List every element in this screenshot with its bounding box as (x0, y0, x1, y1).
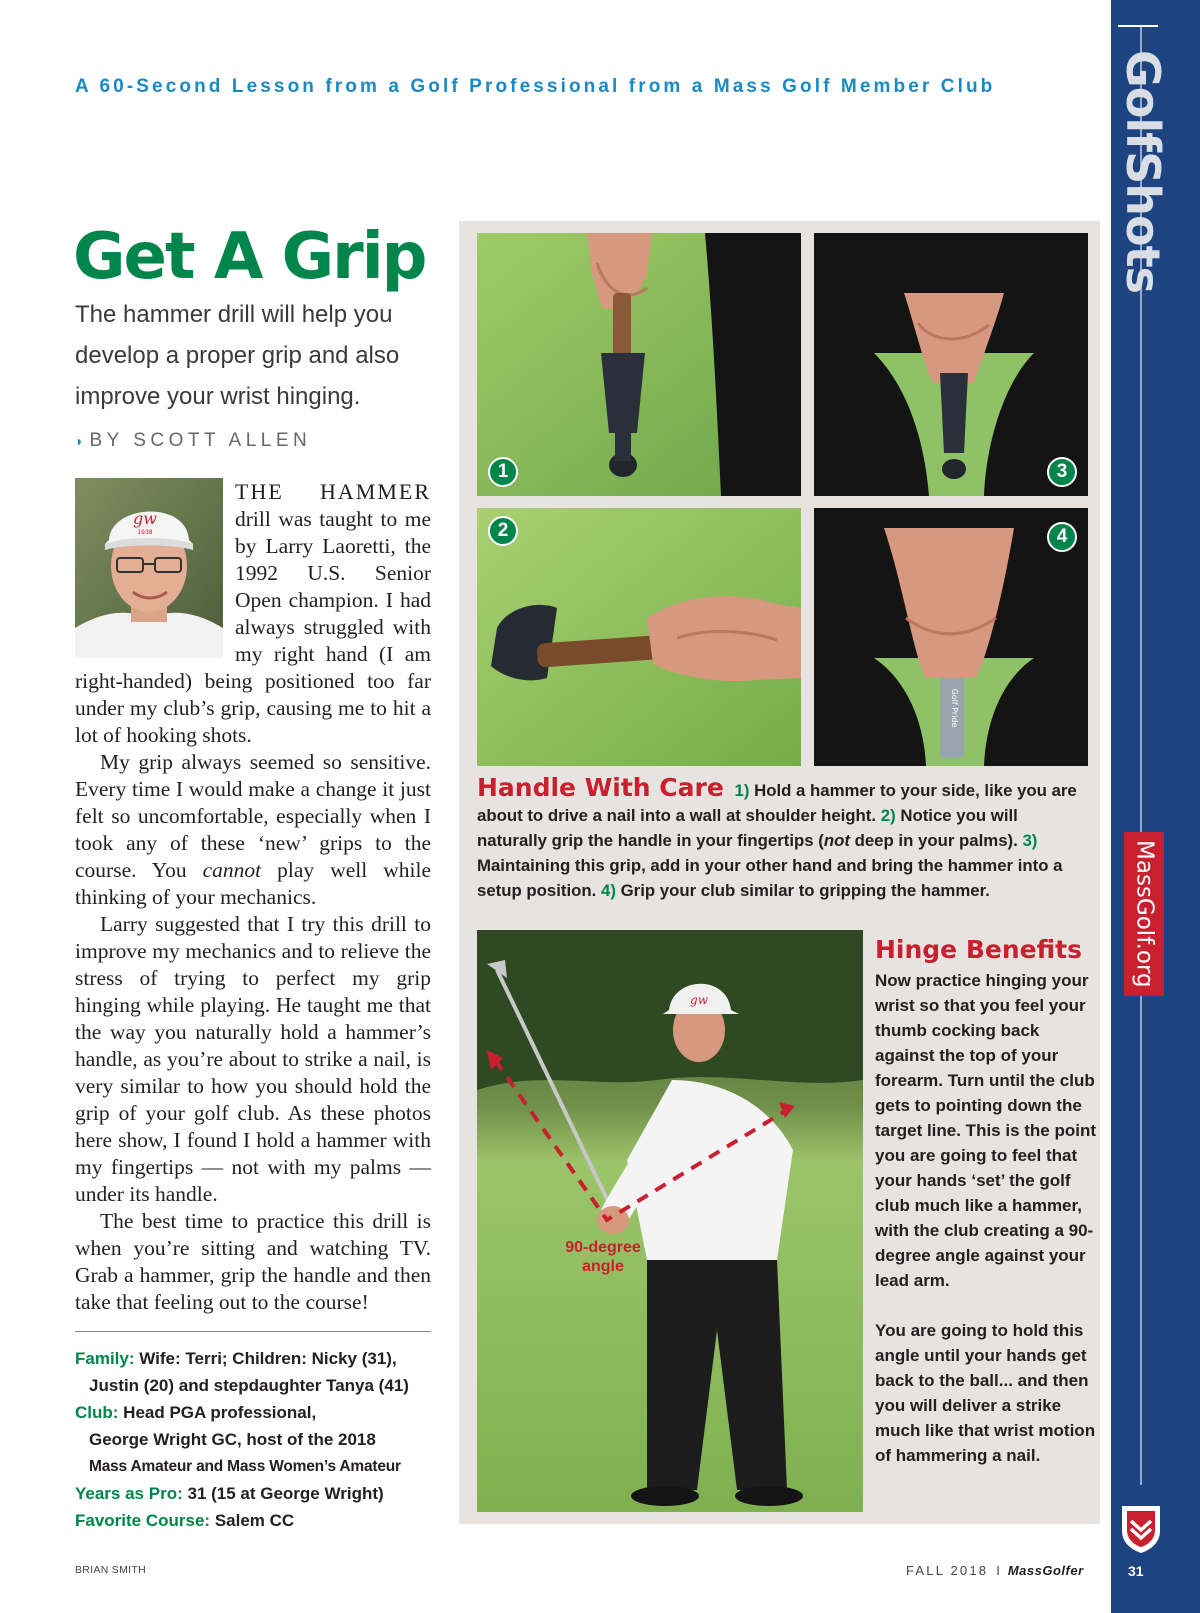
bio-years-value: 31 (15 at George Wright) (187, 1484, 384, 1503)
hat-year-text: 1938 (137, 529, 153, 536)
step-badge-4: 4 (1047, 522, 1077, 552)
paragraph-2-emphasis: cannot (202, 858, 262, 882)
bio-family-label: Family: (75, 1349, 135, 1368)
caption-step-2-text-end: deep in your palms). (849, 831, 1018, 850)
issue-separator: I (996, 1563, 1000, 1578)
paragraph-4: The best time to practice this drill is when you’re sitting and watching TV. Grab a hammer, grip the handle and then take that feeling out to the course! (75, 1209, 431, 1314)
caption-step-3-num: 3) (1022, 831, 1038, 850)
caption-step-2-emphasis: not (823, 831, 850, 850)
kicker: A 60-Second Lesson from a Golf Professional from a Mass Golf Member Club (75, 76, 996, 97)
caption-step-4-text: Grip your club similar to gripping the hammer. (620, 881, 990, 900)
caption-step-1-text: Hold a hammer to your side, like you are about to drive a nail into a wall at shoulder height. (477, 781, 1077, 825)
bio-club (75, 1399, 445, 1426)
hinge-paragraph-2: You are going to hold this angle until your hands get back to the ball... and then you will deliver a strike much like that wrist motion of hammering a nail. (875, 1321, 1096, 1465)
caption-step-2-num: 2) (880, 806, 896, 825)
hammer-fingertip-photo-icon (477, 508, 801, 766)
byline (75, 430, 311, 452)
bio-course (75, 1507, 445, 1534)
caption-step-1-num: 1) (734, 781, 750, 800)
bio-club-cont: George Wright GC, host of the 2018 (89, 1430, 376, 1449)
bio-years (75, 1480, 445, 1507)
article-deck: The hammer drill will help you develop a proper grip and also improve your wrist hinging. (75, 301, 400, 410)
section-label-text: GolfShots (1116, 50, 1170, 293)
paragraph-2-text-b: play well while thinking of your mechanics. (75, 858, 431, 909)
caption-heading: Handle With Care (477, 773, 724, 802)
byline-marker-icon: ◗ (75, 433, 84, 449)
step-badge-2: 2 (488, 516, 518, 546)
grip-brand-text: Golf Pride (950, 688, 959, 728)
hinge-benefits-text (875, 968, 1097, 1468)
hinge-benefits-title: Hinge Benefits (875, 935, 1082, 964)
step-badge-1: 1 (488, 457, 518, 487)
paragraph-3: Larry suggested that I try this drill to improve my mechanics and to relieve the stress of trying to perfect my grip hinging while playing. He taught me that the way you naturally hold a hammer’s handle, as you’re about to strike a nail, is very similar to how you should hold the grip of your golf club. As these photos here show, I found I hold a hammer with my fingertips — not with my palms — under its handle. (75, 912, 431, 1206)
paragraph-2 (75, 749, 431, 911)
bio-club-label: Club: (75, 1403, 119, 1422)
bio-club-cont-2: Mass Amateur and Mass Women’s Amateur (89, 1458, 401, 1475)
club-grip-photo-icon (814, 508, 1088, 766)
bio-course-label: Favorite Course: (75, 1511, 211, 1530)
article-title: Get A Grip (73, 220, 426, 294)
photo-float-spacer (75, 478, 235, 660)
author-bio (75, 1345, 445, 1534)
photo-hinge (477, 930, 863, 1512)
bio-family (75, 1345, 445, 1372)
photo-step-3 (814, 233, 1088, 496)
issue-line (906, 1563, 1084, 1578)
bio-club-value: Head PGA professional, (123, 1403, 317, 1422)
bio-divider (75, 1331, 431, 1332)
bio-family-value: Wife: Terri; Children: Nicky (31), (139, 1349, 397, 1368)
hammer-side-photo-icon (477, 233, 801, 496)
band-top-rule (1118, 25, 1158, 27)
hat-logo-text: gw (133, 509, 157, 528)
angle-label-line-2: angle (582, 1258, 624, 1275)
caption-step-4-num: 4) (601, 881, 616, 900)
golfer-hinge-photo-icon (477, 930, 863, 1512)
byline-text: BY SCOTT ALLEN (89, 430, 312, 451)
hammer-setup-photo-icon (814, 233, 1088, 496)
mass-golf-shield-icon (1118, 1503, 1164, 1555)
paragraph-2-text-a: My grip always seemed so sensitive. Every time I would make a change it just felt so uncomfortable, especially when I took any of these ‘new’ grips to the course. You (75, 750, 431, 882)
caption-step-2-text: Notice you will naturally grip the handle in your fingertips ( (477, 806, 1018, 850)
golfer-hat-logo-text: gw (690, 993, 708, 1007)
magazine-name: MassGolfer (1007, 1563, 1084, 1578)
website-link[interactable]: MassGolf.org (1131, 840, 1158, 988)
section-label (1111, 50, 1175, 293)
caption-step-3-text: Maintaining this grip, add in your other hand and bring the hammer into a setup position. (477, 856, 1063, 900)
hinge-paragraph-1: Now practice hinging your wrist so that you feel your thumb cocking back against the top of your forearm. Turn until the club gets to pointing down the target line. This is the point you are going to feel that your hands ‘set’ the golf club much like a hammer, with the club creating a 90-degree angle against your lead arm. (875, 971, 1097, 1290)
bio-years-label: Years as Pro: (75, 1484, 183, 1503)
photo-step-2 (477, 508, 801, 766)
article-body (75, 478, 431, 1316)
photo-step-4 (814, 508, 1088, 766)
angle-label-line-1: 90-degree (565, 1239, 641, 1256)
page-number: 31 (1128, 1563, 1144, 1579)
photo-credit: BRIAN SMITH (75, 1564, 146, 1576)
bio-family-cont: Justin (20) and stepdaughter Tanya (41) (89, 1376, 409, 1395)
issue-date: FALL 2018 (906, 1563, 989, 1578)
handle-with-care-caption (477, 775, 1092, 903)
photo-step-1 (477, 233, 801, 496)
website-tab[interactable] (1124, 832, 1164, 996)
paragraph-1-text: drill was taught to me by Larry Laoretti, the 1992 U.S. Senior Open champion. I had always struggled with my right hand (I am right-handed) being positioned too far under my club’s grip, causing me to hit a lot of hooking shots. (75, 507, 431, 747)
lead-in: THE HAMMER (235, 479, 431, 504)
bio-course-value: Salem CC (214, 1511, 295, 1530)
step-badge-3: 3 (1047, 457, 1077, 487)
